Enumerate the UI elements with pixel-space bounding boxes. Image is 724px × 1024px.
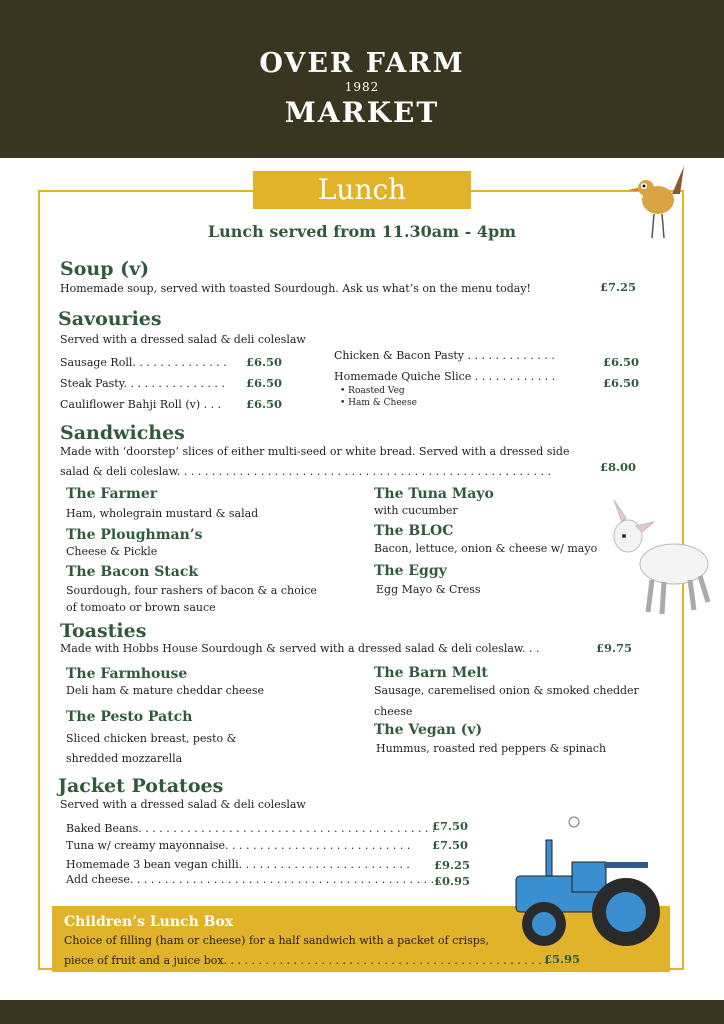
savouries-heading: Savouries	[58, 308, 162, 330]
sandwich-name: The Tuna Mayo	[374, 486, 494, 502]
savoury-price: £6.50	[603, 376, 640, 390]
jacket-item: Homemade 3 bean vegan chilli. . . . . . . . . . . . . . . . . . . . . . . . .	[66, 858, 410, 871]
jacket-item: Baked Beans. . . . . . . . . . . . . . . . . . . . . . . . . . . . . . . . . . . . . . . . . . .	[66, 822, 436, 835]
sandwich-desc: with cucumber	[374, 504, 458, 517]
sandwiches-desc: Made with ‘doorstep’ slices of either multi-seed or white bread. Served with a dressed side	[60, 445, 570, 458]
jacket-price: £9.25	[434, 858, 471, 872]
kids-desc: piece of fruit and a juice box. . . . . . . . . . . . . . . . . . . . . . . . . . . . . . . . . . . . . . . . . . . . . . .	[64, 954, 549, 967]
soup-desc: Homemade soup, served with toasted Sourdough. Ask us what’s on the menu today!	[60, 282, 531, 295]
quiche-option-label: Roasted Veg	[348, 386, 405, 396]
sandwich-desc: Bacon, lettuce, onion & cheese w/ mayo	[374, 542, 598, 555]
served-times: Lunch served from 11.30am - 4pm	[207, 222, 517, 241]
logo-bottom-text: MARKET	[284, 96, 440, 129]
savouries-desc: Served with a dressed salad & deli coleslaw	[60, 333, 306, 346]
jacket-price: £7.50	[432, 819, 469, 833]
kids-heading: Children’s Lunch Box	[64, 914, 234, 930]
sandwich-name: The Farmer	[66, 486, 158, 502]
toastie-name: The Pesto Patch	[66, 709, 193, 725]
logo-year: 1982	[344, 80, 380, 94]
kids-desc: Choice of filling (ham or cheese) for a half sandwich with a packet of crisps,	[64, 934, 489, 947]
savoury-item: Cauliflower Bahji Roll (v) . . .	[60, 398, 222, 411]
jacket-price: £0.95	[434, 874, 471, 888]
soup-heading: Soup (v)	[60, 258, 150, 280]
toastie-desc: Hummus, roasted red peppers & spinach	[376, 742, 607, 755]
sandwich-desc: Egg Mayo & Cress	[376, 583, 481, 596]
toastie-desc: Sausage, caremelised onion & smoked chedder	[374, 684, 639, 697]
toastie-desc: Deli ham & mature cheddar cheese	[66, 684, 265, 697]
toastie-name: The Barn Melt	[374, 665, 488, 681]
savoury-price: £6.50	[246, 397, 283, 411]
toasties-desc: Made with Hobbs House Sourdough & served with a dressed salad & deli coleslaw. . .	[60, 642, 540, 655]
quiche-option: • Roasted Veg	[340, 386, 405, 396]
header-bar	[0, 0, 724, 158]
sandwich-name: The Bacon Stack	[66, 564, 199, 580]
sandwich-desc: Ham, wholegrain mustard & salad	[66, 507, 259, 520]
sandwich-name: The Eggy	[374, 563, 447, 579]
soup-price: £7.25	[600, 280, 637, 294]
toasties-price: £9.75	[596, 641, 633, 655]
tractor-illustration	[508, 812, 672, 952]
savoury-price: £6.50	[246, 376, 283, 390]
sandwiches-desc: salad & deli coleslaw. . . . . . . . . . . . . . . . . . . . . . . . . . . . . . . . . . . . . . . . . . . . . . . . . . . . . .	[60, 465, 551, 478]
quiche-option-label: Ham & Cheese	[348, 398, 417, 408]
jacket-desc: Served with a dressed salad & deli coleslaw	[60, 798, 306, 811]
toastie-desc: cheese	[374, 705, 413, 718]
savoury-item: Homemade Quiche Slice . . . . . . . . . . . .	[334, 370, 556, 383]
savoury-price: £6.50	[603, 355, 640, 369]
quiche-option: • Ham & Cheese	[340, 398, 417, 408]
jacket-heading: Jacket Potatoes	[58, 775, 224, 797]
page-title: Lunch	[253, 171, 471, 209]
toastie-desc: shredded mozzarella	[66, 752, 183, 765]
jacket-item: Add cheese. . . . . . . . . . . . . . . . . . . . . . . . . . . . . . . . . . . . . . . . . . . . .	[66, 873, 442, 886]
savoury-item: Steak Pasty. . . . . . . . . . . . . . .	[60, 377, 225, 390]
jacket-price: £7.50	[432, 838, 469, 852]
toastie-name: The Farmhouse	[66, 666, 188, 682]
savoury-price: £6.50	[246, 355, 283, 369]
goat-illustration	[604, 492, 716, 622]
jacket-item: Tuna w/ creamy mayonnaise. . . . . . . . . . . . . . . . . . . . . . . . . . .	[66, 839, 411, 852]
sandwich-name: The BLOC	[374, 523, 454, 539]
toastie-name: The Vegan (v)	[374, 722, 483, 738]
sandwiches-price: £8.00	[600, 460, 637, 474]
kids-price: £5.95	[544, 952, 581, 966]
logo-top-text: OVER FARM	[259, 48, 465, 79]
sandwiches-heading: Sandwiches	[60, 422, 185, 444]
toastie-desc: Sliced chicken breast, pesto &	[66, 732, 237, 745]
sandwich-name: The Ploughman’s	[66, 527, 203, 543]
savoury-item: Chicken & Bacon Pasty . . . . . . . . . . . . .	[334, 349, 555, 362]
sandwich-desc: of tomoato or brown sauce	[66, 601, 216, 614]
footer-bar	[0, 1000, 724, 1024]
savoury-item: Sausage Roll. . . . . . . . . . . . . .	[60, 356, 227, 369]
sandwich-desc: Cheese & Pickle	[66, 545, 158, 558]
toasties-heading: Toasties	[60, 620, 147, 642]
sandwich-desc: Sourdough, four rashers of bacon & a choice	[66, 584, 317, 597]
